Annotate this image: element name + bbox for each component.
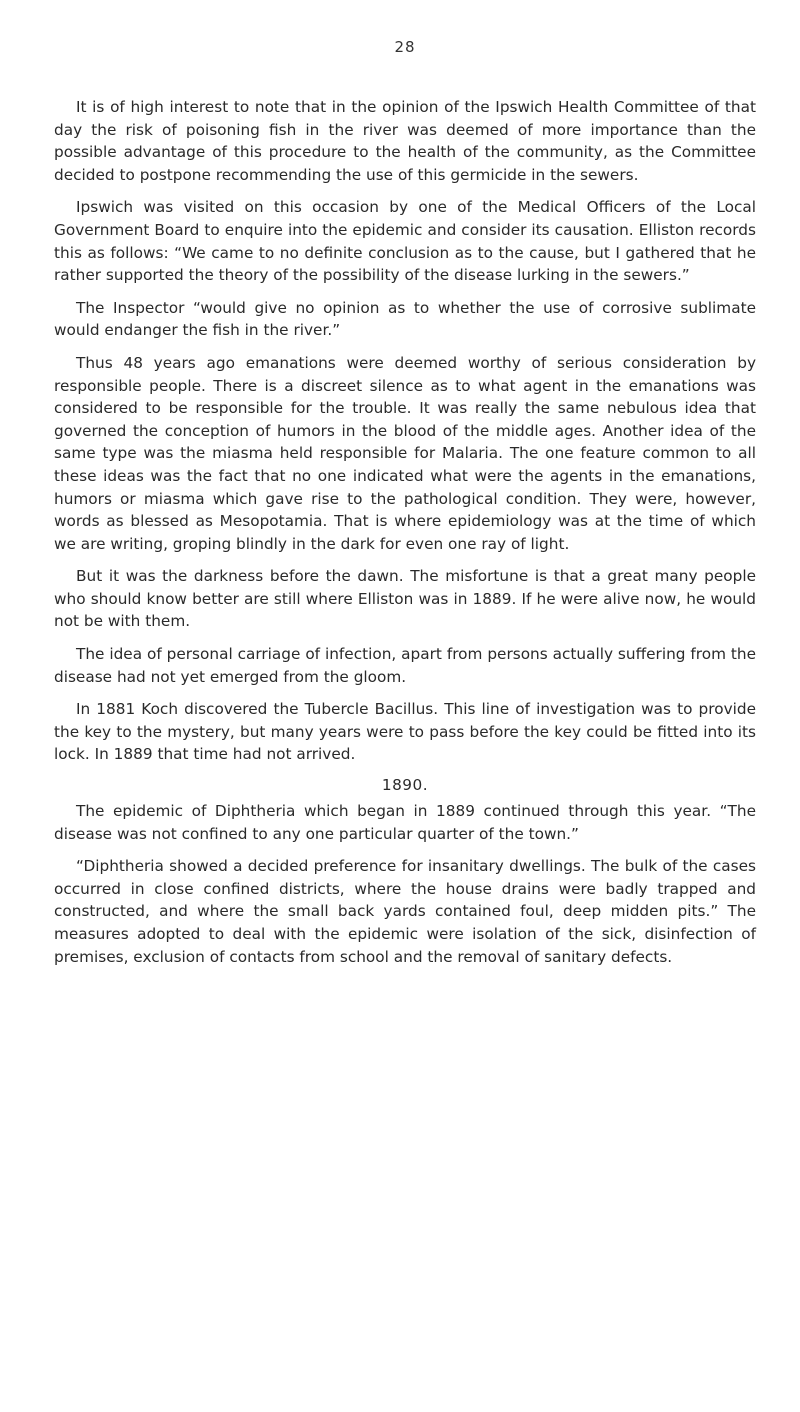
paragraph: In 1881 Koch discovered the Tubercle Bacillus. This line of investigation was to provide the key to the mystery, but many years were to pass before the key could be fitted into its lock. In 1889 that time had not arrived. <box>54 700 756 764</box>
paragraph: The idea of personal carriage of infection, apart from persons actually suffering from the disease had not yet emerged from the gloom. <box>54 645 756 686</box>
page-number: 28 <box>394 38 416 56</box>
paragraph: Thus 48 years ago emanations were deemed worthy of serious consideration by responsible people. There is a discreet silence as to what agent in the emanations was considered to be responsible for the trouble. It was really the same nebulous idea that governed the conception of humors in the blood of the middle ages. Another idea of the same type was the miasma held responsible for Malaria. The one feature common to all these ideas was the fact that no one indicated what were the agents in the emanations, humors or miasma which gave rise to the pathological condition. They were, however, words as blessed as Mesopotamia. That is where epidemiology was at the time of which we are writing, groping blindly in the dark for even one ray of light. <box>54 353 756 553</box>
paragraph: The Inspector “would give no opinion as to whether the use of corrosive sublimate would endanger the fish in the river.” <box>54 298 756 340</box>
section-heading: 1890. <box>381 776 429 795</box>
paragraph: Ipswich was visited on this occasion by one of the Medical Officers of the Local Government Board to enquire into the epidemic and consider its causation. Elliston records this as follows: “We came to no definite conclusion as to the cause, but I gathered that he rather supported the theory of the possibility of the disease lurking in the sewers.” <box>54 198 756 285</box>
paragraph: But it was the darkness before the dawn. The misfortune is that a great many people who should know better are still where Elliston was in 1889. If he were alive now, he would not be with them. <box>54 567 756 631</box>
paragraph: It is of high interest to note that in the opinion of the Ipswich Health Committee of that day the risk of poisoning fish in the river was deemed of more importance than the possible advantage of this procedure to the health of the community, as the Committee decided to postpone recommending the use of this germicide in the sewers. <box>54 98 756 184</box>
paragraph: The epidemic of Diphtheria which began in 1889 continued through this year. “The disease was not confined to any one particular quarter of the town.” <box>54 802 756 843</box>
paragraph: “Diphtheria showed a decided preference for insanitary dwellings. The bulk of the cases occurred in close confined districts, where the house drains were badly trapped and constructed, and where the small back yards contained foul, deep midden pits.” The measures adopted to deal with the epidemic were isolation of the sick, disinfection of premises, exclusion of contacts from school and the removal of sanitary defects. <box>54 857 756 966</box>
